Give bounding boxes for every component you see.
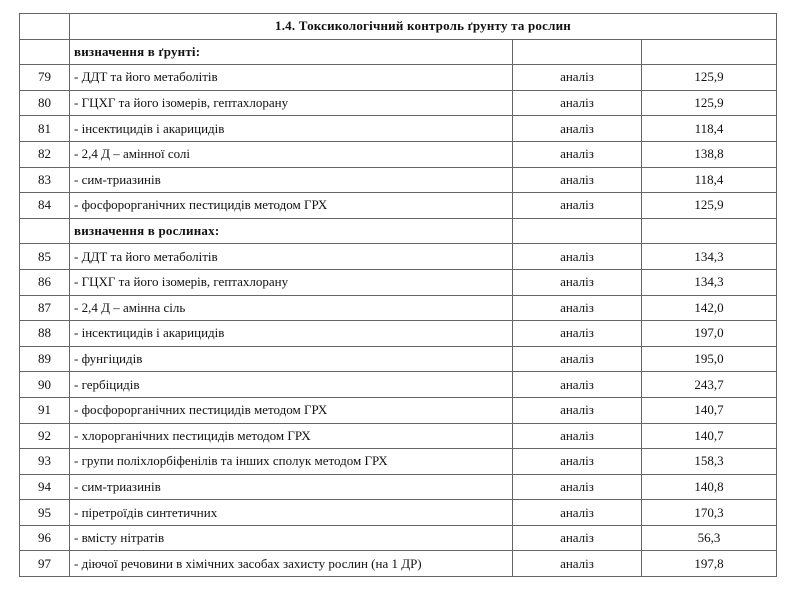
analysis-name: - фосфорорганічних пестицидів методом ГРХ	[70, 397, 513, 423]
section-heading: визначення в рослинах:	[70, 218, 513, 244]
table-row	[20, 397, 777, 423]
price: 118,4	[642, 116, 777, 142]
row-number: 82	[20, 141, 70, 167]
table-row	[20, 321, 777, 347]
price: 125,9	[642, 65, 777, 91]
table-row	[20, 244, 777, 270]
blank-cell	[513, 39, 642, 65]
unit: аналіз	[513, 295, 642, 321]
price: 134,3	[642, 269, 777, 295]
table-row	[20, 141, 777, 167]
table-row	[20, 193, 777, 219]
unit: аналіз	[513, 500, 642, 526]
table-row	[20, 65, 777, 91]
unit: аналіз	[513, 90, 642, 116]
price: 140,8	[642, 474, 777, 500]
unit: аналіз	[513, 167, 642, 193]
row-number: 81	[20, 116, 70, 142]
blank-cell	[20, 39, 70, 65]
row-number: 91	[20, 397, 70, 423]
row-number: 86	[20, 269, 70, 295]
price: 140,7	[642, 397, 777, 423]
price: 140,7	[642, 423, 777, 449]
analysis-name: - 2,4 Д – амінна сіль	[70, 295, 513, 321]
analysis-name: - гербіцидів	[70, 372, 513, 398]
unit: аналіз	[513, 449, 642, 475]
row-number: 96	[20, 525, 70, 551]
blank-cell	[642, 39, 777, 65]
analysis-name: - ДДТ та його метаболітів	[70, 65, 513, 91]
analysis-name: - ДДТ та його метаболітів	[70, 244, 513, 270]
unit: аналіз	[513, 397, 642, 423]
analysis-name: - фунгіцидів	[70, 346, 513, 372]
price: 170,3	[642, 500, 777, 526]
blank-cell	[20, 218, 70, 244]
unit: аналіз	[513, 193, 642, 219]
analysis-name: - групи поліхлорбіфенілів та інших сполук методом ГРХ	[70, 449, 513, 475]
table-row	[20, 295, 777, 321]
title-row	[20, 14, 777, 40]
table-row	[20, 372, 777, 398]
price: 243,7	[642, 372, 777, 398]
row-number: 83	[20, 167, 70, 193]
unit: аналіз	[513, 321, 642, 347]
price: 142,0	[642, 295, 777, 321]
price: 197,8	[642, 551, 777, 577]
price: 56,3	[642, 525, 777, 551]
analysis-name: - фосфорорганічних пестицидів методом ГРХ	[70, 193, 513, 219]
unit: аналіз	[513, 551, 642, 577]
analysis-name: - ГЦХГ та його ізомерів, гептахлорану	[70, 90, 513, 116]
table-row	[20, 116, 777, 142]
table-row	[20, 551, 777, 577]
section-heading: визначення в ґрунті:	[70, 39, 513, 65]
row-number: 80	[20, 90, 70, 116]
unit: аналіз	[513, 269, 642, 295]
table-row	[20, 346, 777, 372]
blank-cell	[642, 218, 777, 244]
price: 118,4	[642, 167, 777, 193]
price: 138,8	[642, 141, 777, 167]
analysis-name: - хлорорганічних пестицидів методом ГРХ	[70, 423, 513, 449]
unit: аналіз	[513, 474, 642, 500]
row-number: 89	[20, 346, 70, 372]
table-row	[20, 449, 777, 475]
price: 134,3	[642, 244, 777, 270]
analysis-name: - діючої речовини в хімічних засобах захисту рослин (на 1 ДР)	[70, 551, 513, 577]
analysis-name: - 2,4 Д – амінної солі	[70, 141, 513, 167]
blank-cell	[513, 218, 642, 244]
table-row	[20, 423, 777, 449]
analysis-name: - сим-триазинів	[70, 474, 513, 500]
analysis-name: - інсектицидів і акарицидів	[70, 321, 513, 347]
unit: аналіз	[513, 346, 642, 372]
row-number: 94	[20, 474, 70, 500]
unit: аналіз	[513, 372, 642, 398]
row-number: 84	[20, 193, 70, 219]
row-number: 97	[20, 551, 70, 577]
table-row	[20, 474, 777, 500]
table-title: 1.4. Токсикологічний контроль ґрунту та рослин	[70, 14, 777, 40]
unit: аналіз	[513, 141, 642, 167]
analysis-name: - сим-триазинів	[70, 167, 513, 193]
analysis-name: - вмісту нітратів	[70, 525, 513, 551]
price-table	[19, 13, 777, 577]
section-heading-row	[20, 218, 777, 244]
table-row	[20, 167, 777, 193]
price: 197,0	[642, 321, 777, 347]
analysis-name: - ГЦХГ та його ізомерів, гептахлорану	[70, 269, 513, 295]
table-row	[20, 525, 777, 551]
price-table-body	[20, 14, 777, 577]
row-number: 93	[20, 449, 70, 475]
row-number: 79	[20, 65, 70, 91]
price: 158,3	[642, 449, 777, 475]
unit: аналіз	[513, 65, 642, 91]
price: 125,9	[642, 193, 777, 219]
row-number: 92	[20, 423, 70, 449]
section-heading-row	[20, 39, 777, 65]
analysis-name: - піретроїдів синтетичних	[70, 500, 513, 526]
row-number: 88	[20, 321, 70, 347]
unit: аналіз	[513, 525, 642, 551]
price: 195,0	[642, 346, 777, 372]
table-row	[20, 269, 777, 295]
row-number: 95	[20, 500, 70, 526]
table-row	[20, 90, 777, 116]
analysis-name: - інсектицидів і акарицидів	[70, 116, 513, 142]
row-number: 85	[20, 244, 70, 270]
row-number: 87	[20, 295, 70, 321]
unit: аналіз	[513, 244, 642, 270]
row-number: 90	[20, 372, 70, 398]
price: 125,9	[642, 90, 777, 116]
table-row	[20, 500, 777, 526]
title-blank-cell	[20, 14, 70, 40]
unit: аналіз	[513, 423, 642, 449]
unit: аналіз	[513, 116, 642, 142]
